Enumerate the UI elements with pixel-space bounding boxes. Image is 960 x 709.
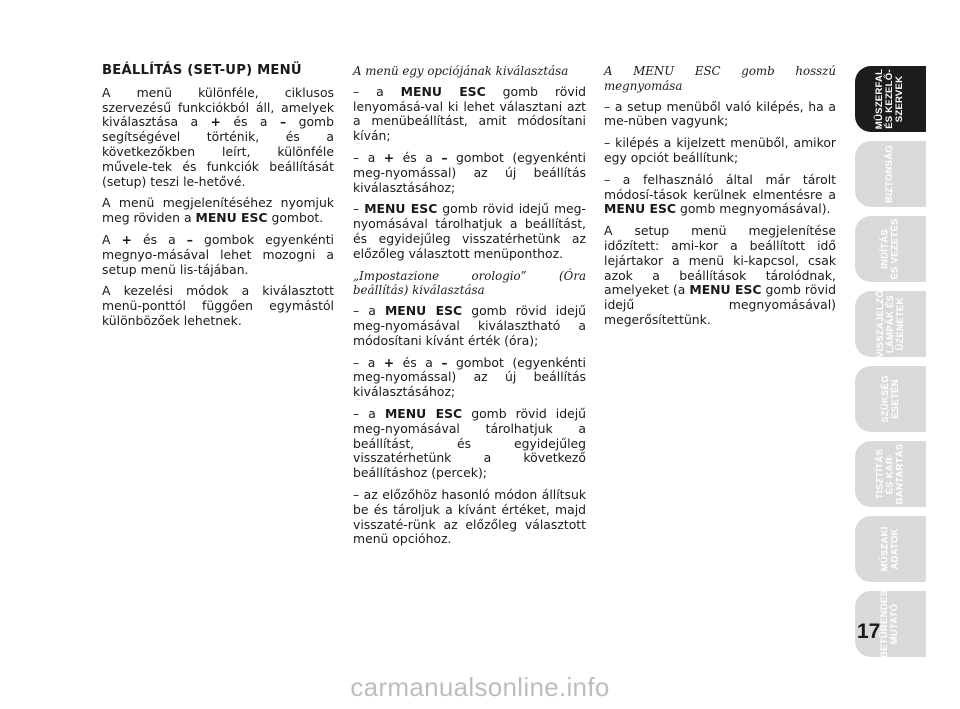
text: és a bbox=[220, 114, 280, 130]
tab-label: BIZTONSÁG bbox=[884, 144, 896, 204]
step-item bbox=[353, 85, 586, 144]
tab-emergency[interactable] bbox=[855, 366, 926, 432]
section-title: BEÁLLÍTÁS (SET-UP) MENÜ bbox=[102, 63, 302, 78]
text: A bbox=[102, 231, 122, 247]
text: és a bbox=[394, 354, 442, 370]
modes-paragraph: A kezelési módok a kiválasztott menü-ponttól függően egymástól különbözőek lehetnek. bbox=[102, 283, 334, 328]
text: gombok egyenkénti megnyo-másával lehet mozogni a setup menü lis-tájában. bbox=[102, 231, 334, 277]
text: gomb rövid idejű meg-nyomásával tárolhatjuk a beállítást, és egyidejűleg visszatérhetünk az előzőleg választott menüponthoz. bbox=[353, 201, 586, 261]
text: gomb segítségével történik, és a következőkben leírt, különféle művele-tek és funkciók beállítását (setup) teszi le-hetővé. bbox=[102, 114, 334, 189]
text: A menü megjelenítéséhez nyomjuk meg röviden a bbox=[102, 195, 334, 226]
tab-label: VISSZAJELZŐ LÁMPÁK ÉS ÜZENETEK bbox=[874, 290, 906, 358]
step-item: – kilépés a kijelzett menüből, amikor egy opciót beállítunk; bbox=[604, 135, 836, 165]
tab-technical-data[interactable] bbox=[855, 516, 926, 582]
text: gombot (egyenkénti meg-nyomással) az új beállítás kiválasztásához; bbox=[353, 149, 586, 195]
menu-esc-key: MENU ESC bbox=[384, 303, 463, 319]
step-item bbox=[353, 151, 586, 195]
text: gomb rövid lenyomásá-val ki lehet választani azt a menübeállítást, amit módosítani kíván; bbox=[353, 83, 586, 144]
menu-esc-key: MENU ESC bbox=[364, 201, 438, 217]
plus-key: + bbox=[121, 231, 132, 247]
tab-starting-driving[interactable] bbox=[855, 216, 926, 282]
text: A menü különféle, ciklusos szervezésű funkciókból áll, amelyek kiválasztása a bbox=[102, 84, 334, 130]
tab-warning-lights[interactable] bbox=[855, 291, 926, 357]
plus-key: + bbox=[383, 354, 395, 370]
tab-dashboard-controls[interactable] bbox=[855, 66, 926, 132]
column-right bbox=[604, 64, 836, 335]
text: – a felhasználó által már tárolt módosí-tások kerülnek elmentésre a bbox=[604, 171, 836, 202]
text: gomb rövid idejű meg-nyomásával tárolhatjuk a beállítást, és egyidejűleg visszatérhetünk a következő beállításhoz (percek); bbox=[353, 405, 587, 481]
chapter-tabs bbox=[855, 66, 926, 666]
minus-key: – bbox=[186, 231, 193, 247]
column-middle bbox=[353, 64, 586, 554]
tab-label: SZÜKSÉG ESETÉN bbox=[879, 375, 901, 423]
intro-paragraph bbox=[102, 86, 334, 190]
plus-key: + bbox=[210, 114, 221, 130]
timeout-paragraph bbox=[604, 224, 836, 328]
step-item bbox=[604, 173, 836, 217]
text: gomb megnyomásával). bbox=[676, 201, 831, 217]
text: gomb rövid idejű meg-nyomásával kiválasztható a módosítani kívánt érték (óra); bbox=[353, 303, 587, 348]
text: – a bbox=[353, 303, 385, 319]
step-item bbox=[353, 356, 586, 400]
menu-esc-key: MENU ESC bbox=[400, 83, 486, 99]
tab-label: INDÍTÁS ÉS VEZETÉS bbox=[879, 218, 901, 280]
menu-esc-key: MENU ESC bbox=[604, 201, 677, 217]
display-menu-paragraph bbox=[102, 196, 334, 226]
tab-label: MŰSZERFAL ÉS KEZELŐ- SZERVEK bbox=[874, 68, 906, 130]
text: A setup menü megjelenítése időzített: ami-kor a beállított idő lejártakor a menü ki-kapcsol, csak azok a beállítások tárolódnak, amelyeket (a bbox=[604, 223, 836, 298]
subheading-long-press: A MENU ESC gomb hosszú megnyomása bbox=[604, 64, 836, 93]
minus-key: – bbox=[441, 149, 448, 165]
text: gombot (egyenkénti meg-nyomással) az új beállítás kiválasztásához; bbox=[353, 354, 586, 400]
tab-label: MŰSZAKI ADATOK bbox=[879, 526, 901, 572]
subheading-clock-setting: „Impostazione orologio” (Óra beállítás) kiválasztása bbox=[353, 268, 586, 298]
tab-label: BETŰRENDES MUTATÓ bbox=[879, 589, 901, 659]
watermark: carmanualsonline.info bbox=[350, 672, 610, 702]
text: – bbox=[353, 201, 365, 217]
step-item: – a setup menüből való kilépés, ha a me-nüben vagyunk; bbox=[604, 98, 836, 129]
text: – a bbox=[353, 354, 384, 370]
step-item bbox=[353, 407, 586, 481]
navigate-paragraph bbox=[102, 233, 334, 277]
tab-label: TISZTÍTÁS ÉS KAR- BANTARTÁS bbox=[874, 443, 906, 505]
text: gomb rövid idejű megnyomásával) megerősítettünk. bbox=[604, 282, 836, 327]
menu-esc-key: MENU ESC bbox=[384, 405, 463, 421]
step-item bbox=[353, 304, 586, 348]
text: – a bbox=[353, 83, 401, 99]
text: – a bbox=[353, 405, 385, 421]
subheading-select-option: A menü egy opciójának kiválasztása bbox=[353, 64, 569, 78]
step-item: – az előzőhöz hasonló módon állítsuk be és tároljuk a kívánt értéket, majd visszaté-rünk az előzőleg választott menü opcióhoz. bbox=[353, 486, 586, 547]
minus-key: – bbox=[279, 114, 287, 130]
minus-key: – bbox=[441, 354, 448, 370]
tab-maintenance[interactable] bbox=[855, 441, 926, 507]
text: és a bbox=[131, 231, 187, 247]
menu-esc-key: MENU ESC bbox=[195, 210, 268, 226]
column-left bbox=[102, 64, 334, 336]
tab-safety[interactable] bbox=[855, 141, 926, 207]
plus-key: + bbox=[383, 149, 395, 165]
text: gombot. bbox=[267, 210, 324, 226]
menu-esc-key: MENU ESC bbox=[689, 282, 762, 298]
step-item bbox=[353, 202, 586, 261]
page-number: 17 bbox=[857, 620, 881, 643]
text: és a bbox=[394, 149, 442, 165]
text: – a bbox=[353, 149, 384, 165]
